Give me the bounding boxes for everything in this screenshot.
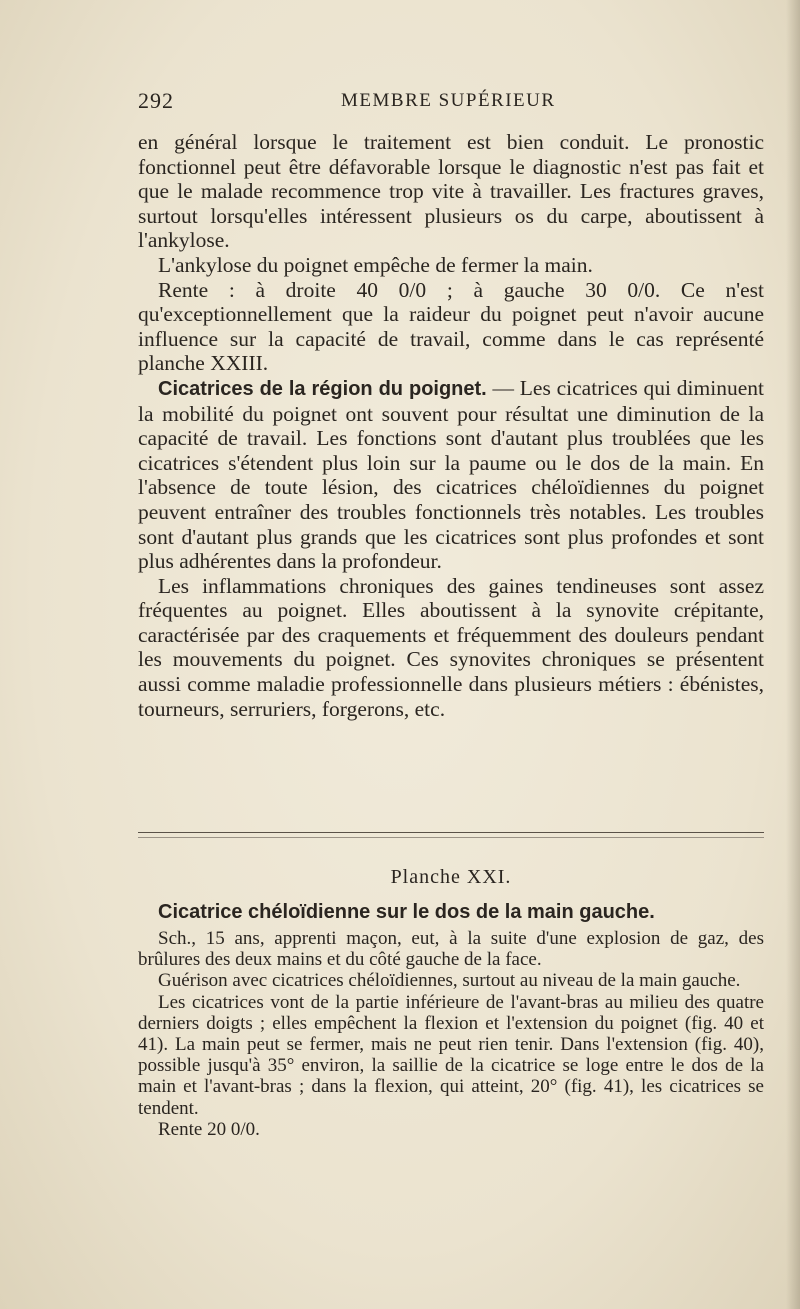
- plate-paragraph-cicatrices: Les cicatrices vont de la partie inférieure de l'avant-bras au milieu des quatre derniers doigts ; elles empêchent la flexion et l'extension du poignet (fig. 40 et 41). La main peut se fermer, mais ne peut rien tenir. Dans l'extension (fig. 40), possible jusqu'à 35° environ, la saillie de la cicatrice se loge entre le dos de la main et l'avant-bras ; dans la flexion, qui atteint, 20° (fig. 41), les cicatrices se tendent.: [138, 991, 764, 1119]
- plate-title: Planche XXI.: [390, 866, 512, 888]
- running-title: MEMBRE SUPÉRIEUR: [341, 90, 556, 111]
- section-heading: Cicatrices de la région du poignet.: [158, 377, 487, 400]
- page-number: 292: [138, 88, 174, 113]
- plate-paragraph-patient: Sch., 15 ans, apprenti maçon, eut, à la suite d'une explosion de gaz, des brûlures des deux mains et du côté gauche de la face.: [138, 928, 764, 971]
- paragraph-rente: Rente : à droite 40 0/0 ; à gauche 30 0/0. Ce n'est qu'exceptionnellement que la raideur du poignet peut n'avoir aucune influence sur la capacité de travail, comme dans le cas représenté planche XXIII.: [138, 277, 764, 376]
- main-text: [138, 130, 764, 721]
- paragraph-ankylose: L'ankylose du poignet empêche de fermer la main.: [158, 252, 593, 277]
- paragraph-cicatrices: [138, 376, 764, 574]
- page-edge-shadow: [786, 0, 800, 1309]
- running-header: [138, 88, 764, 118]
- section-divider: [138, 832, 764, 833]
- paragraph-continuation: en général lorsque le traitement est bien conduit. Le pronostic fonctionnel peut être défavorable lorsque le diagnostic n'est pas fait et que le malade recommence trop vite à travailler. Les fractures graves, surtout lorsqu'elles intéressent plusieurs os du carpe, aboutissent à l'ankylose.: [138, 130, 764, 253]
- paragraph-inflammations: Les inflammations chroniques des gaines tendineuses sont assez fréquentes au poignet. Elles aboutissent à la synovite crépitante, caractérisée par des craquements et fréquemment des douleurs pendant les mouvements du poignet. Ces synovites chroniques se présentent aussi comme maladie professionnelle dans plusieurs métiers : ébénistes, tourneurs, serruriers, forgerons, etc.: [138, 573, 764, 721]
- section-divider-thin: [138, 837, 764, 838]
- plate-heading: Cicatrice chéloïdienne sur le dos de la main gauche.: [158, 901, 655, 923]
- paragraph-cicatrices-text: — Les cicatrices qui diminuent la mobilité du poignet ont souvent pour résultat une diminution de la capacité de travail. Les fonctions sont d'autant plus troublées que les cicatrices s'étendent plus loin sur la paume ou le dos de la main. En l'absence de toute lésion, des cicatrices chéloïdiennes du poignet peuvent entraîner des troubles fonctionnels très notables. Les troubles sont d'autant plus grands que les cicatrices sont plus profondes et sont plus adhérentes dans la profondeur.: [138, 375, 764, 574]
- plate-paragraph-guerison: Guérison avec cicatrices chéloïdiennes, surtout au niveau de la main gauche.: [158, 970, 741, 992]
- plate-description: [138, 928, 764, 1140]
- plate-paragraph-rente: Rente 20 0/0.: [158, 1118, 260, 1140]
